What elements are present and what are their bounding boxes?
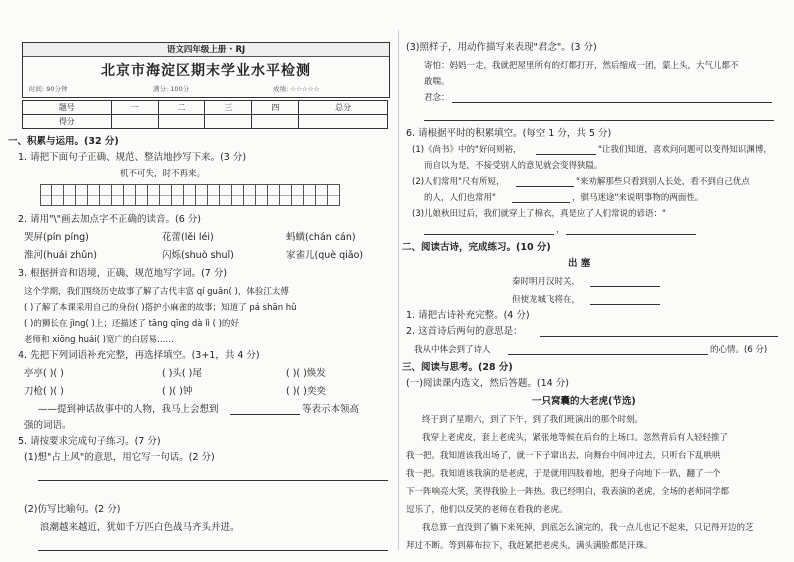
pinyin-item[interactable]: 闪烁(shuò shuǐ) bbox=[162, 250, 234, 261]
article-paragraph: 我穿上老虎皮，套上老虎头，紧张地等候在后台的上场口。忽然背后有人轻轻推了 bbox=[422, 433, 729, 443]
writing-grid[interactable] bbox=[40, 184, 340, 206]
q6-text: (3)儿娘秋田过后，我们就穿上了棉衣，真是应了人们常说的谚语：" bbox=[412, 209, 666, 219]
answer-line[interactable] bbox=[38, 550, 388, 551]
full-score-info: 满分: 100分 bbox=[153, 85, 190, 93]
example-text: 敢喘。 bbox=[424, 77, 450, 87]
q6-text: "让我们知道，喜欢问问题可以变得知识渊博， bbox=[598, 145, 772, 155]
idiom-item[interactable]: ( )( )奕奕 bbox=[286, 386, 326, 397]
table-cell: 得分 bbox=[23, 115, 112, 129]
score-field[interactable] bbox=[111, 115, 158, 129]
pinyin-item[interactable]: 家雀儿(què qiǎo) bbox=[286, 250, 364, 261]
q3-line[interactable]: 这个学期，我们围绕历史故事了解了古代丰富 qí guǎn( )，体验江太傅 bbox=[24, 287, 289, 297]
poem-line: 秦时明月汉时关， bbox=[512, 277, 581, 287]
time-info: 时间: 90分钟 bbox=[29, 85, 68, 93]
pinyin-item[interactable]: 淮河(huái zhǔn) bbox=[24, 250, 97, 261]
q6-text: 而自以为是，不接受别人的意见就会变得狭隘。 bbox=[424, 161, 603, 171]
poem-question-1: 1. 请把古诗补充完整。(4 分) bbox=[406, 310, 530, 321]
poem-title: 出 塞 bbox=[568, 258, 591, 269]
section-2-title: 二、阅读古诗，完成练习。(10 分) bbox=[402, 242, 551, 253]
question-5-2: (2)仿写比喻句。(2 分) bbox=[24, 504, 121, 515]
score-field[interactable] bbox=[252, 115, 299, 129]
question-5: 5. 请按要求完成句子练习。(7 分) bbox=[18, 436, 161, 447]
article-paragraph: 我总算一直没到了躺下来死掉，到底怎么演完的，我一点儿也记不起来，只记得开边的芝 bbox=[422, 523, 754, 533]
score-field[interactable] bbox=[205, 115, 252, 129]
copy-sentence: 机不可失，时不再来。 bbox=[120, 169, 206, 179]
idiom-item[interactable]: ( )头( )尾 bbox=[162, 368, 202, 379]
poem-question-2: 2. 这首诗后两句的意思是： bbox=[406, 326, 523, 337]
pinyin-item[interactable]: 花蕾(lěi léi) bbox=[162, 232, 214, 243]
q3-line[interactable]: 老师和 xiōng huái( )宽广的白居易…… bbox=[24, 335, 174, 345]
idiom-item[interactable]: ( )( )焕发 bbox=[286, 368, 326, 379]
article-paragraph: 我一把。我知道该我演的是老虎，于是就用四肢着地，把身子向地下一趴，翻了一个 bbox=[406, 469, 721, 479]
poem-q2-text: 的心情。(6 分) bbox=[710, 345, 768, 355]
q6-text: ， bbox=[556, 225, 565, 235]
right-column bbox=[400, 0, 794, 562]
article-title: 一只窝囊的大老虎(节选) bbox=[532, 396, 636, 407]
simile-sentence: 浪潮越来越近，犹如千万匹白色战马齐头并进。 bbox=[40, 522, 240, 533]
exam-title: 北京市海淀区期末学业水平检测 bbox=[101, 63, 311, 79]
answer-line[interactable] bbox=[508, 354, 708, 355]
idiom-item[interactable]: ( )( )钟 bbox=[162, 386, 193, 397]
answer-label: 君念： bbox=[424, 93, 450, 103]
table-row bbox=[23, 115, 388, 129]
answer-line[interactable] bbox=[38, 480, 388, 481]
section-3-title: 三、阅读与思考。(28 分) bbox=[402, 362, 513, 373]
question-1: 1. 请把下面句子正确、规范、整洁地抄写下来。(3 分) bbox=[18, 152, 247, 163]
idiom-item[interactable]: 亭亭( )( ) bbox=[24, 368, 64, 379]
answer-line[interactable] bbox=[424, 120, 774, 121]
table-cell: 三 bbox=[205, 101, 252, 115]
answer-line[interactable] bbox=[230, 414, 300, 415]
q6-text: "来劝解那些只看到别人长处，看不到自己优点 bbox=[576, 177, 750, 187]
article-paragraph: 终于到了星期六，到了下午，到了我们班演出的那个时刻。 bbox=[422, 415, 644, 425]
score-table bbox=[22, 100, 388, 129]
section-1-title: 一、积累与运用。(32 分) bbox=[8, 136, 119, 147]
q4-fill-text: ——提到神话故事中的人物，我马上会想到 bbox=[38, 404, 219, 415]
score-field[interactable] bbox=[158, 115, 205, 129]
q4-fill-text: 强的词语。 bbox=[24, 420, 72, 431]
pinyin-item[interactable]: 哭屏(pín píng) bbox=[24, 232, 89, 243]
question-5-3: (3)照样子，用动作描写来表现"君念"。(3 分) bbox=[406, 42, 597, 53]
poem-line: 但使龙城飞将在， bbox=[512, 295, 581, 305]
question-2: 2. 请用"\"画去加点字不正确的读音。(6 分) bbox=[18, 214, 202, 225]
score-field[interactable] bbox=[299, 115, 388, 129]
answer-line[interactable] bbox=[540, 336, 778, 337]
pinyin-item[interactable]: 蚂蟥(chán cán) bbox=[286, 232, 356, 243]
table-row bbox=[23, 101, 388, 115]
answer-line[interactable] bbox=[536, 154, 596, 155]
q6-text: 的人，人们也常用" bbox=[424, 193, 496, 203]
question-4: 4. 先把下列词语补充完整，再选择填空。(3+1，共 4 分) bbox=[18, 350, 260, 361]
article-paragraph: 拜过不断。等到幕布拉下，我赶紧把老虎头，满头满脸都是汗珠。 bbox=[406, 541, 653, 551]
table-cell: 总分 bbox=[299, 101, 388, 115]
answer-line[interactable] bbox=[590, 304, 660, 305]
answer-line[interactable] bbox=[452, 102, 772, 103]
table-cell: 四 bbox=[252, 101, 299, 115]
header-strip bbox=[23, 43, 389, 57]
q4-fill-text: 等表示本领高 bbox=[302, 404, 360, 415]
answer-line[interactable] bbox=[516, 186, 574, 187]
exam-subtitle: 语文四年级上册 · RJ bbox=[166, 45, 246, 55]
idiom-item[interactable]: 刀枪( )( ) bbox=[24, 386, 64, 397]
article-paragraph: 我一把。我知道该我出场了，就一下子窜出去，向舞台中间冲过去，只听台下乱哄哄 bbox=[406, 451, 721, 461]
q6-text: (2)人们常用"尺有所短， bbox=[412, 177, 505, 187]
question-3: 3. 根据拼音和语境，正确、规范地写字词。(7 分) bbox=[18, 268, 228, 279]
grade-rating: 成绩: ☆☆☆☆☆ bbox=[273, 85, 320, 93]
answer-line[interactable] bbox=[512, 202, 570, 203]
subsection-title: (一)阅读课内选文，然后答题。(14 分) bbox=[406, 378, 569, 389]
example-text: 寄怕：妈妈一走，我就把屋里所有的灯都打开，然后缩成一团，蒙上头，大气儿都不 bbox=[424, 61, 739, 71]
q6-text: (1)《尚书》中的"好问则裕， bbox=[412, 145, 522, 155]
question-6: 6. 请根据平时的积累填空。(每空 1 分，共 5 分) bbox=[406, 128, 612, 139]
answer-line[interactable] bbox=[566, 234, 696, 235]
exam-header bbox=[22, 42, 390, 98]
poem-q2-text: 我从中体会到了诗人 bbox=[414, 345, 491, 355]
question-5-1: (1)想"占上风"的意思，用它写一句话。(2 分) bbox=[24, 452, 215, 463]
q6-text: ，骐马迷途"来说明事物的两面性。 bbox=[572, 193, 704, 203]
answer-line[interactable] bbox=[424, 234, 554, 235]
table-cell: 题号 bbox=[23, 101, 112, 115]
q3-line[interactable]: ( )了解了本课采用自己的身份( )搭护小麻雀的故事；知道了 pá shān hǔ bbox=[24, 303, 297, 313]
table-cell: 一 bbox=[111, 101, 158, 115]
answer-line[interactable] bbox=[590, 286, 660, 287]
article-paragraph: 逗乐了，他们以反笑的老师在看我的老虎。 bbox=[406, 505, 568, 515]
q3-line[interactable]: ( )的狮长在 jìng( )上；还描述了 tāng qīng dà lì ( )的好 bbox=[24, 319, 239, 329]
table-cell: 二 bbox=[158, 101, 205, 115]
article-paragraph: 下一阵响亮大笑，笑得我脸上一阵热。我已经明白，我表演的老虎，全场的老师同学都 bbox=[406, 487, 730, 497]
